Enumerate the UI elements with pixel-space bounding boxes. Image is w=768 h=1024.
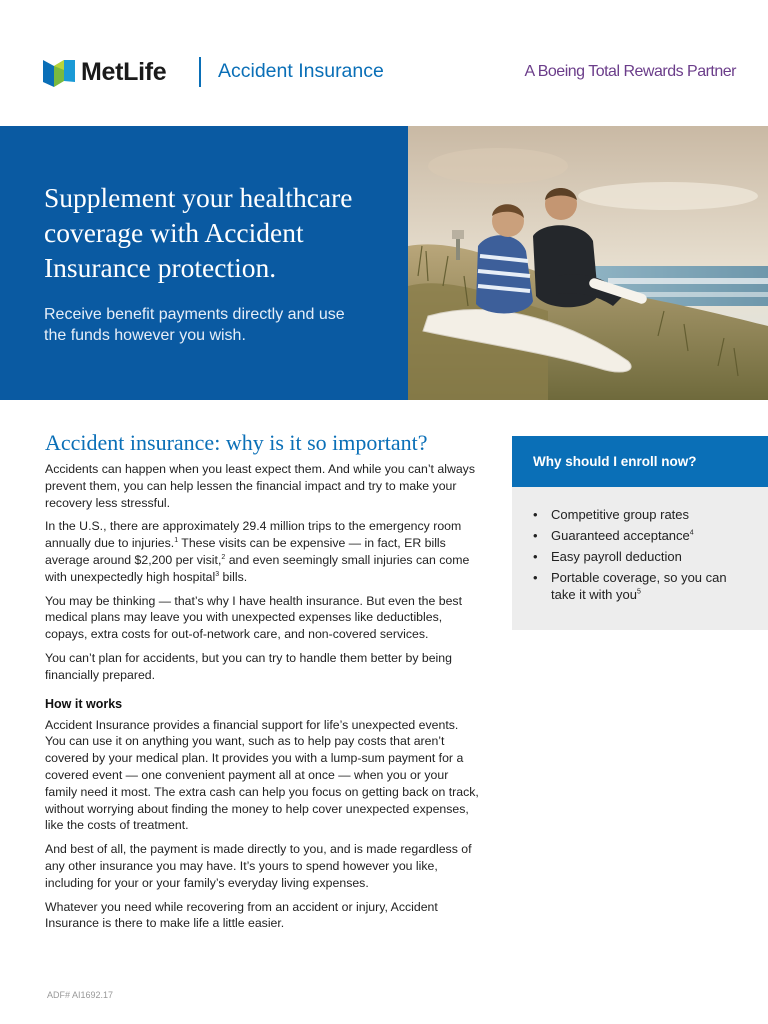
bullet-icon: • [533, 507, 538, 522]
benefit-text: Portable coverage, so you can take it with you [551, 570, 727, 602]
benefit-text: Competitive group rates [551, 507, 690, 522]
enroll-sidebar [512, 436, 768, 630]
document-code: ADF# AI1692.17 [47, 990, 114, 1000]
benefit-text: Guaranteed acceptance [551, 528, 690, 543]
benefit-text: Easy payroll deduction [551, 549, 682, 564]
bullet-icon: • [533, 570, 538, 585]
beach-photo-illustration [408, 126, 768, 400]
paragraph-how-it-works: Accident Insurance provides a financial support for life’s unexpected events. You can use it on anything you want, such as to help pay costs that aren’t covered by your medical plan. It provides you with a lump-sum payment for a covered event — one convenient payment all at once — when you or your family need it most. The extra cash can help you focus on getting back on track, without worrying about finding the money to help cover unexpected expenses, like the costs of treatment. [45, 717, 479, 833]
list-item [530, 527, 750, 544]
stat-text-3: and even seemingly small injuries can come with unexpectedly high hospital [45, 552, 470, 584]
bullet-icon: • [533, 549, 538, 564]
bullet-icon: • [533, 528, 538, 543]
stat-text-2: These visits can be expensive — in fact, ER bills average around $2,200 per visit, [45, 536, 446, 567]
paragraph-health-insurance: You may be thinking — that’s why I have health insurance. But even the best medical plans may leave you with unexpected expenses like deductibles, copays, extra costs for out-of-network care, and non-covered services. [45, 593, 462, 642]
paragraph-statistics [45, 518, 480, 585]
section-title: Accident insurance: why is it so important? [45, 430, 428, 455]
benefits-list [512, 487, 768, 603]
sidebar-heading: Why should I enroll now? [512, 436, 768, 487]
footnote-ref-4: 4 [689, 529, 694, 537]
paragraph-be-prepared: You can’t plan for accidents, but you can try to handle them better by being financially prepared. [45, 650, 452, 682]
hero-text-panel [0, 126, 408, 400]
list-item [530, 548, 750, 565]
stat-text-1: In the U.S., there are approximately 29.4 million trips to the emergency room annually due to injuries. [45, 519, 462, 551]
stat-text-4: bills. [219, 569, 248, 584]
paragraph-best-of-all: And best of all, the payment is made directly to you, and is made regardless of any other insurance you may have. It’s yours to spend however you like, including for your or your family’s everyday living expenses. [45, 842, 472, 890]
product-name: Accident Insurance [218, 60, 384, 82]
header-divider [199, 57, 201, 87]
page-header [0, 0, 768, 126]
hero-banner [0, 126, 768, 400]
brand-name: MetLife [81, 57, 167, 86]
hero-title: Supplement your healthcare coverage with Accident Insurance protection. [44, 182, 353, 283]
hero-photo [408, 126, 768, 400]
paragraph-closing: Whatever you need while recovering from an accident or injury, Accident Insurance is there to make life a little easier. [45, 899, 438, 931]
footnote-ref-5: 5 [637, 588, 641, 596]
footnote-ref-2: 2 [221, 553, 226, 561]
paragraph-intro: Accidents can happen when you least expect them. And while you can’t always prevent them, you can help lessen the financial impact and try to make your recovery less stressful. [45, 462, 475, 510]
hero-subtitle: Receive benefit payments directly and use the funds however you wish. [44, 306, 345, 344]
metlife-logo [43, 56, 166, 88]
metlife-logo-mark-icon [43, 56, 75, 88]
main-content [45, 430, 480, 939]
partner-text: A Boeing Total Rewards Partner [524, 63, 736, 80]
footnote-ref-1: 1 [174, 537, 179, 545]
how-it-works-heading: How it works [45, 696, 123, 711]
list-item [530, 569, 750, 603]
list-item [530, 506, 750, 523]
footnote-ref-3: 3 [215, 570, 220, 578]
